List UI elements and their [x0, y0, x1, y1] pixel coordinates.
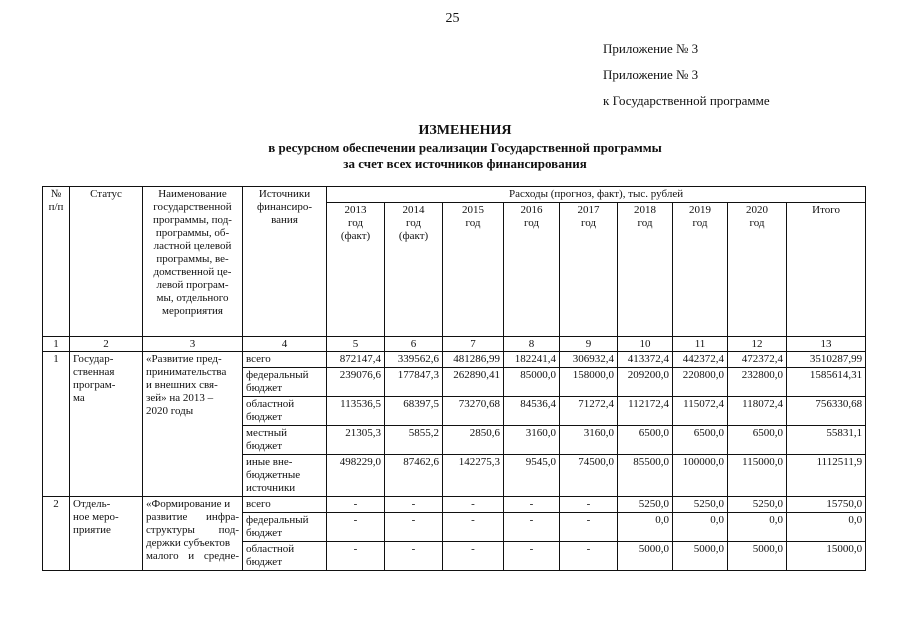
value-cell: - [560, 542, 618, 571]
value-cell: - [504, 513, 560, 542]
value-cell: 262890,41 [443, 368, 504, 397]
value-cell: 5250,0 [728, 497, 787, 513]
year-header-line: год [347, 217, 364, 229]
value-cell: 6500,0 [673, 426, 728, 455]
value-cell: 209200,0 [618, 368, 673, 397]
year-header-2019 [673, 203, 728, 337]
row-name-line: «Развитие пред- [146, 353, 222, 365]
row-name-line: держки субъектов [146, 537, 231, 549]
value-cell: - [560, 513, 618, 542]
row-status-line: ма [73, 392, 85, 404]
source-label-line: бюджет [246, 411, 282, 423]
value-cell: 442372,4 [673, 352, 728, 368]
year-header-line: год [637, 217, 653, 229]
source-label-line: всего [246, 353, 271, 365]
value-cell: - [385, 497, 443, 513]
value-cell: 1112511,9 [787, 455, 866, 497]
value-cell: 5855,2 [385, 426, 443, 455]
source-label [243, 397, 327, 426]
row-status-line: ное меро- [73, 511, 119, 523]
value-cell: - [327, 497, 385, 513]
header-name: Наименование государственной программы, под- программы, об- ластной целевой программы, ве- домственной це- левой програм- мы, отдельного мероприятия [143, 187, 243, 337]
column-index: 4 [243, 337, 327, 352]
value-cell: 339562,6 [385, 352, 443, 368]
column-index: 3 [143, 337, 243, 352]
year-header-2015 [443, 203, 504, 337]
row-status-line: приятие [73, 524, 111, 536]
value-cell: 21305,3 [327, 426, 385, 455]
header-num [43, 187, 70, 337]
value-cell: 481286,99 [443, 352, 504, 368]
year-header-2020 [728, 203, 787, 337]
value-cell: 5000,0 [728, 542, 787, 571]
header-name-line: домственной це- [153, 266, 232, 278]
header-num-line: № [50, 188, 62, 200]
source-label-line: иные вне- [246, 456, 293, 468]
row-number: 2 [43, 497, 70, 571]
value-cell: 5000,0 [618, 542, 673, 571]
year-header-line: 2016 [520, 204, 543, 216]
document-title: ИЗМЕНЕНИЯ [418, 123, 512, 138]
column-index: 5 [327, 337, 385, 352]
value-cell: 55831,1 [787, 426, 866, 455]
source-label [243, 513, 327, 542]
value-cell: 2850,6 [443, 426, 504, 455]
source-label-line: федеральный [246, 514, 309, 526]
source-label-line: бюджет [246, 527, 282, 539]
row-name-line: 2020 годы [146, 405, 194, 417]
row-status [70, 352, 143, 497]
year-header-line: 2014 [402, 204, 425, 216]
value-cell: 413372,4 [618, 352, 673, 368]
value-cell: 872147,4 [327, 352, 385, 368]
table-row [43, 352, 866, 368]
source-label [243, 426, 327, 455]
value-cell: 118072,4 [728, 397, 787, 426]
year-header-2017 [560, 203, 618, 337]
value-cell: 1585614,31 [787, 368, 866, 397]
value-cell: 100000,0 [673, 455, 728, 497]
value-cell: 177847,3 [385, 368, 443, 397]
source-label-line: областной [246, 543, 295, 555]
year-header-2018 [618, 203, 673, 337]
header-name-line: мы, отдельного [156, 292, 229, 304]
year-header-line: 2020 [746, 204, 768, 216]
value-cell: 85000,0 [504, 368, 560, 397]
header-name-line: программы, ве- [156, 253, 229, 265]
row-status-line: програм- [73, 379, 116, 391]
column-index: 6 [385, 337, 443, 352]
row-name-line: «Формирование и [146, 498, 231, 510]
value-cell: - [327, 513, 385, 542]
source-label [243, 352, 327, 368]
column-index: 9 [560, 337, 618, 352]
year-header-line: год [405, 217, 422, 229]
year-header-line: год [580, 217, 597, 229]
row-status [70, 497, 143, 571]
value-cell: - [385, 542, 443, 571]
document-subtitle-2: за счет всех источников финансирования [343, 156, 587, 171]
year-header-line: 2019 [689, 204, 711, 216]
value-cell: 232800,0 [728, 368, 787, 397]
resource-table [42, 186, 866, 571]
header-expenses: Расходы (прогноз, факт), тыс. рублей [327, 187, 866, 203]
header-name-line: государственной [153, 201, 232, 213]
column-index: 12 [728, 337, 787, 352]
value-cell: - [443, 497, 504, 513]
column-index: 2 [70, 337, 143, 352]
year-header-line: 2018 [634, 204, 656, 216]
value-cell: 142275,3 [443, 455, 504, 497]
value-cell: 85500,0 [618, 455, 673, 497]
row-status-line: Отдель- [73, 498, 111, 510]
value-cell: - [443, 542, 504, 571]
year-header-line: год [465, 217, 481, 229]
value-cell: - [327, 542, 385, 571]
header-num-line: п/п [48, 201, 64, 213]
value-cell: - [504, 542, 560, 571]
source-label-line: бюджет [246, 382, 282, 394]
value-cell: 472372,4 [728, 352, 787, 368]
year-header-line: 2013 [344, 204, 367, 216]
year-header-2016 [504, 203, 560, 337]
row-number: 1 [43, 352, 70, 497]
year-header-line: 2015 [462, 204, 484, 216]
source-label-line: источники [246, 482, 296, 494]
column-index: 13 [787, 337, 866, 352]
value-cell: 84536,4 [504, 397, 560, 426]
source-label-line: бюджет [246, 556, 282, 568]
value-cell: 115072,4 [673, 397, 728, 426]
year-header-line: 2017 [577, 204, 600, 216]
row-name-line: и внешних свя- [146, 379, 218, 391]
index-row [43, 337, 866, 352]
value-cell: - [504, 497, 560, 513]
header-name-line: мероприятия [162, 305, 223, 317]
value-cell: 6500,0 [728, 426, 787, 455]
header-status: Статус [70, 187, 143, 337]
header-sources-line: финансиро- [256, 201, 313, 213]
row-name [143, 497, 243, 571]
header-total: Итого [787, 203, 866, 337]
source-label-line: бюджет [246, 440, 282, 452]
row-name-line: малого и средне- [146, 550, 239, 562]
source-label-line: местный [246, 427, 287, 439]
value-cell: 498229,0 [327, 455, 385, 497]
value-cell: 5000,0 [673, 542, 728, 571]
source-label-line: областной [246, 398, 295, 410]
source-label-line: всего [246, 498, 271, 510]
value-cell: 306932,4 [560, 352, 618, 368]
header-name-line: программы, об- [155, 227, 230, 239]
value-cell: 6500,0 [618, 426, 673, 455]
value-cell: 3510287,99 [787, 352, 866, 368]
row-name-line: зей» на 2013 – [146, 392, 214, 404]
column-index: 11 [673, 337, 728, 352]
value-cell: 0,0 [673, 513, 728, 542]
year-header-line: (факт) [398, 230, 429, 242]
source-label-line: федеральный [246, 369, 309, 381]
value-cell: 756330,68 [787, 397, 866, 426]
value-cell: 0,0 [618, 513, 673, 542]
value-cell: 87462,6 [385, 455, 443, 497]
source-label [243, 542, 327, 571]
year-header-line: (факт) [340, 230, 371, 242]
value-cell: 239076,6 [327, 368, 385, 397]
page-number: 25 [445, 11, 460, 26]
header-name-line: программы, под- [153, 214, 232, 226]
column-index: 10 [618, 337, 673, 352]
value-cell: 220800,0 [673, 368, 728, 397]
value-cell: 15750,0 [787, 497, 866, 513]
value-cell: 15000,0 [787, 542, 866, 571]
value-cell: 112172,4 [618, 397, 673, 426]
year-header-line: год [523, 217, 540, 229]
table-row [43, 497, 866, 513]
header-sources-line: Источники [258, 188, 311, 200]
row-status-line: Государ- [73, 353, 114, 365]
value-cell: 3160,0 [504, 426, 560, 455]
value-cell: - [560, 497, 618, 513]
annex-line-2: Приложение № 3 [603, 67, 699, 82]
value-cell: 182241,4 [504, 352, 560, 368]
value-cell: 68397,5 [385, 397, 443, 426]
header-name-line: ластной целевой [153, 240, 232, 252]
header-name-line: левой програм- [156, 279, 229, 291]
source-label-line: бюджетные [246, 469, 301, 481]
value-cell: - [385, 513, 443, 542]
header-sources [243, 187, 327, 337]
value-cell: 158000,0 [560, 368, 618, 397]
value-cell: 9545,0 [504, 455, 560, 497]
row-status-line: ственная [73, 366, 115, 378]
value-cell: 5250,0 [673, 497, 728, 513]
header-row [43, 187, 866, 203]
year-header-line: год [749, 217, 765, 229]
annex-line-3: к Государственной программе [603, 93, 770, 108]
column-index: 7 [443, 337, 504, 352]
row-name-line: принимательства [146, 366, 227, 378]
value-cell: 113536,5 [327, 397, 385, 426]
value-cell: 5250,0 [618, 497, 673, 513]
year-header-2013 [327, 203, 385, 337]
row-name [143, 352, 243, 497]
value-cell: 0,0 [728, 513, 787, 542]
value-cell: 73270,68 [443, 397, 504, 426]
source-label [243, 368, 327, 397]
value-cell: 115000,0 [728, 455, 787, 497]
value-cell: 3160,0 [560, 426, 618, 455]
row-name-line: развитие инфра- [146, 511, 239, 523]
column-index: 8 [504, 337, 560, 352]
value-cell: 0,0 [787, 513, 866, 542]
value-cell: 74500,0 [560, 455, 618, 497]
row-name-line: структуры под- [146, 524, 239, 536]
header-sources-line: вания [271, 214, 298, 226]
column-index: 1 [43, 337, 70, 352]
annex-line-1: Приложение № 3 [603, 41, 699, 56]
source-label [243, 497, 327, 513]
year-header-2014 [385, 203, 443, 337]
value-cell: - [443, 513, 504, 542]
source-label [243, 455, 327, 497]
document-subtitle-1: в ресурсном обеспечении реализации Государственной программы [268, 140, 662, 155]
year-header-line: год [692, 217, 708, 229]
value-cell: 71272,4 [560, 397, 618, 426]
